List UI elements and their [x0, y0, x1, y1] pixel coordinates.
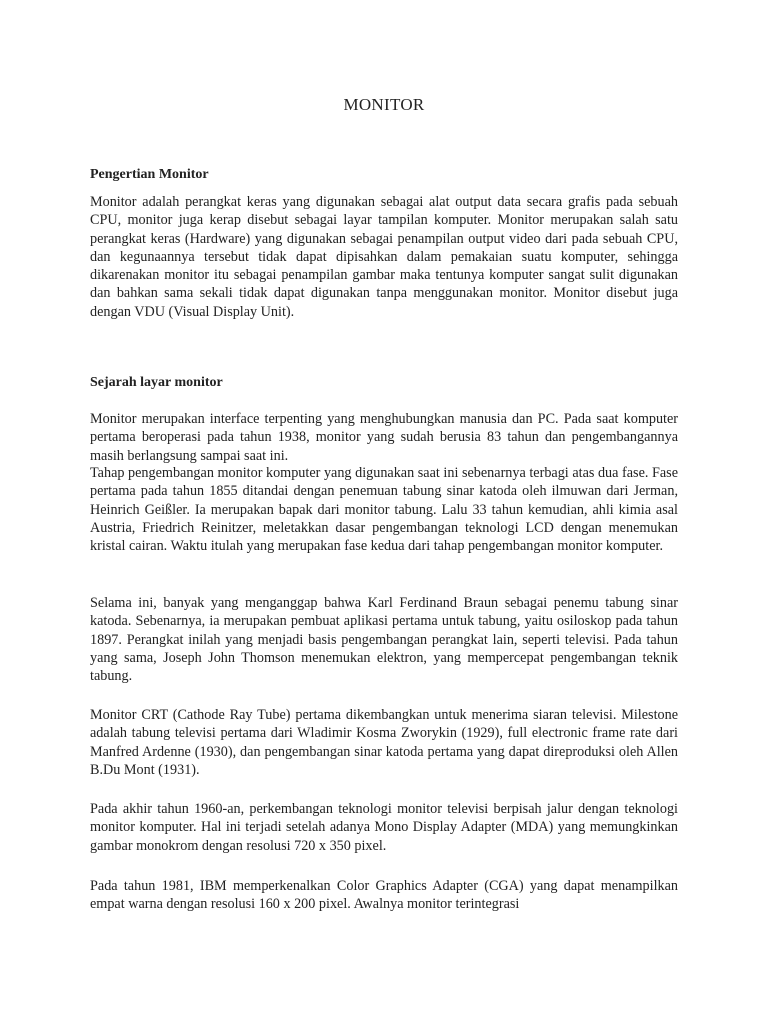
paragraph-sejarah-6: Pada tahun 1981, IBM memperkenalkan Color Graphics Adapter (CGA) yang dapat menampilkan empat warna dengan resolusi 160 x 200 pixel. Awalnya monitor terintegrasi: [90, 878, 678, 913]
section-heading-pengertian: Pengertian Monitor: [90, 167, 209, 182]
paragraph-sejarah-2: Tahap pengembangan monitor komputer yang digunakan saat ini sebenarnya terbagi atas dua fase. Fase pertama pada tahun 1855 ditandai dengan penemuan tabung sinar katoda oleh ilmuwan dari Jerman, Heinrich Geißler. Ia merupakan bapak dari monitor tabung. Lalu 33 tahun kemudian, ahli kimia asal Austria, Friedrich Reinitzer, meletakkan dasar pengembangan teknologi LCD dengan menemukan kristal cairan. Waktu itulah yang merupakan fase kedua dari tahap pengembangan monitor komputer.: [90, 465, 678, 555]
paragraph-sejarah-3: Selama ini, banyak yang menganggap bahwa Karl Ferdinand Braun sebagai penemu tabung sinar katoda. Sebenarnya, ia merupakan pembuat aplikasi pertama untuk tabung, yaitu osiloskop pada tahun 1897. Perangkat inilah yang menjadi basis pengembangan perangkat lain, seperti televisi. Pada tahun yang sama, Joseph John Thomson menemukan elektron, yang mempercepat pengembangan teknik tabung.: [90, 595, 678, 685]
paragraph-sejarah-1: Monitor merupakan interface terpenting yang menghubungkan manusia dan PC. Pada saat komputer pertama beroperasi pada tahun 1938, monitor yang sudah berusia 83 tahun dan pengembangannya masih berlangsung sampai saat ini.: [90, 411, 678, 464]
paragraph-pengertian: Monitor adalah perangkat keras yang digunakan sebagai alat output data secara grafis pada sebuah CPU, monitor juga kerap disebut sebagai layar tampilan komputer. Monitor merupakan salah satu perangkat keras (Hardware) yang digunakan sebagai penampilan output video dari pada sebuah CPU, dan kegunaannya tersebut tidak dapat dipisahkan dalam pemakaian suatu komputer, sehingga dikarenakan monitor itu sebagai penampilan gambar maka tentunya komputer sangat sulit digunakan dan bahkan sama sekali tidak dapat digunakan tanpa menggunakan monitor. Monitor disebut juga dengan VDU (Visual Display Unit).: [90, 194, 678, 320]
section-heading-sejarah: Sejarah layar monitor: [90, 375, 223, 390]
paragraph-sejarah-5: Pada akhir tahun 1960-an, perkembangan teknologi monitor televisi berpisah jalur dengan teknologi monitor komputer. Hal ini terjadi setelah adanya Mono Display Adapter (MDA) yang memungkinkan gambar monokrom dengan resolusi 720 x 350 pixel.: [90, 801, 678, 854]
paragraph-sejarah-4: Monitor CRT (Cathode Ray Tube) pertama dikembangkan untuk menerima siaran televisi. Milestone adalah tabung televisi pertama dari Wladimir Kosma Zworykin (1929), full electronic frame rate dari Manfred Ardenne (1930), dan pengembangan sinar katoda pertama yang dapat direproduksi oleh Allen B.Du Mont (1931).: [90, 707, 678, 778]
document-title: MONITOR: [343, 95, 425, 114]
